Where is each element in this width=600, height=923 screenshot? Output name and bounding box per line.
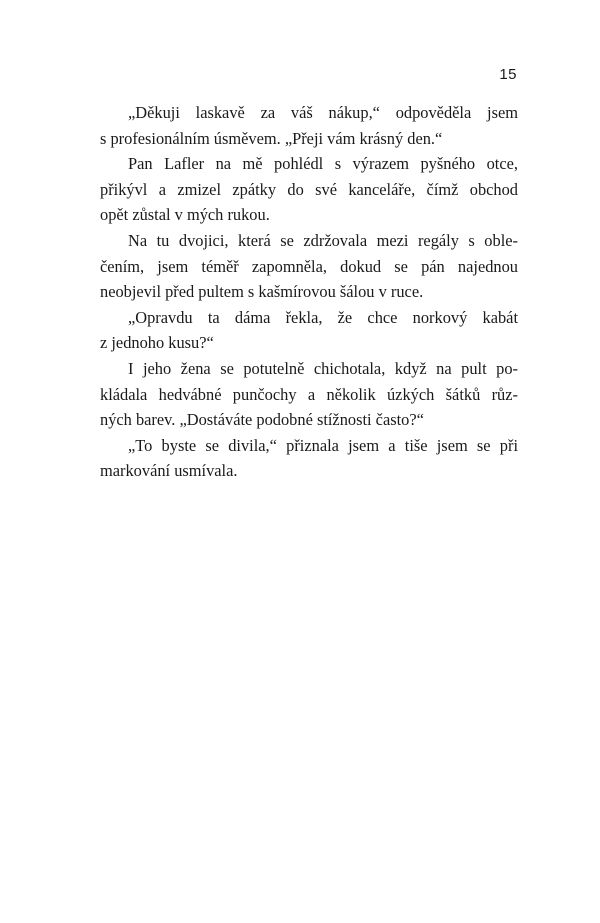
text-line: ných barev. „Dostáváte podobné stížnosti často?“ — [100, 410, 424, 430]
text-line: s profesionálním úsměvem. „Přeji vám krásný den.“ — [100, 128, 443, 148]
text-line: z jednoho kusu?“ — [100, 333, 214, 353]
text-line: „Opravdu ta dáma řekla, že chce norkový kabát — [128, 307, 518, 327]
text-line: přikývl a zmizel zpátky do své kanceláře, čímž obchod — [100, 179, 518, 199]
text-line: neobjevil před pultem s kašmírovou šálou v ruce. — [100, 282, 424, 302]
text-line: Pan Lafler na mě pohlédl s výrazem pyšného otce, — [128, 154, 518, 174]
text-line: I jeho žena se potutelně chichotala, když na pult po- — [128, 358, 518, 378]
body-text — [100, 100, 518, 484]
text-line: „To byste se divila,“ přiznala jsem a tiše jsem se při — [128, 435, 518, 455]
paragraph — [100, 228, 518, 305]
text-line: kládala hedvábné punčochy a několik úzkých šátků růz- — [100, 384, 518, 404]
page-number: 15 — [499, 66, 517, 83]
paragraph — [100, 100, 518, 151]
paragraph — [100, 433, 518, 484]
text-line: čením, jsem téměř zapomněla, dokud se pán najednou — [100, 256, 518, 276]
paragraph — [100, 356, 518, 433]
text-line: opět zůstal v mých rukou. — [100, 205, 270, 225]
text-line: markování usmívala. — [100, 461, 238, 481]
paragraph — [100, 151, 518, 228]
text-line: Na tu dvojici, která se zdržovala mezi regály s oble- — [128, 230, 518, 250]
text-line: „Děkuji laskavě za váš nákup,“ odpověděla jsem — [128, 103, 518, 122]
paragraph — [100, 305, 518, 356]
